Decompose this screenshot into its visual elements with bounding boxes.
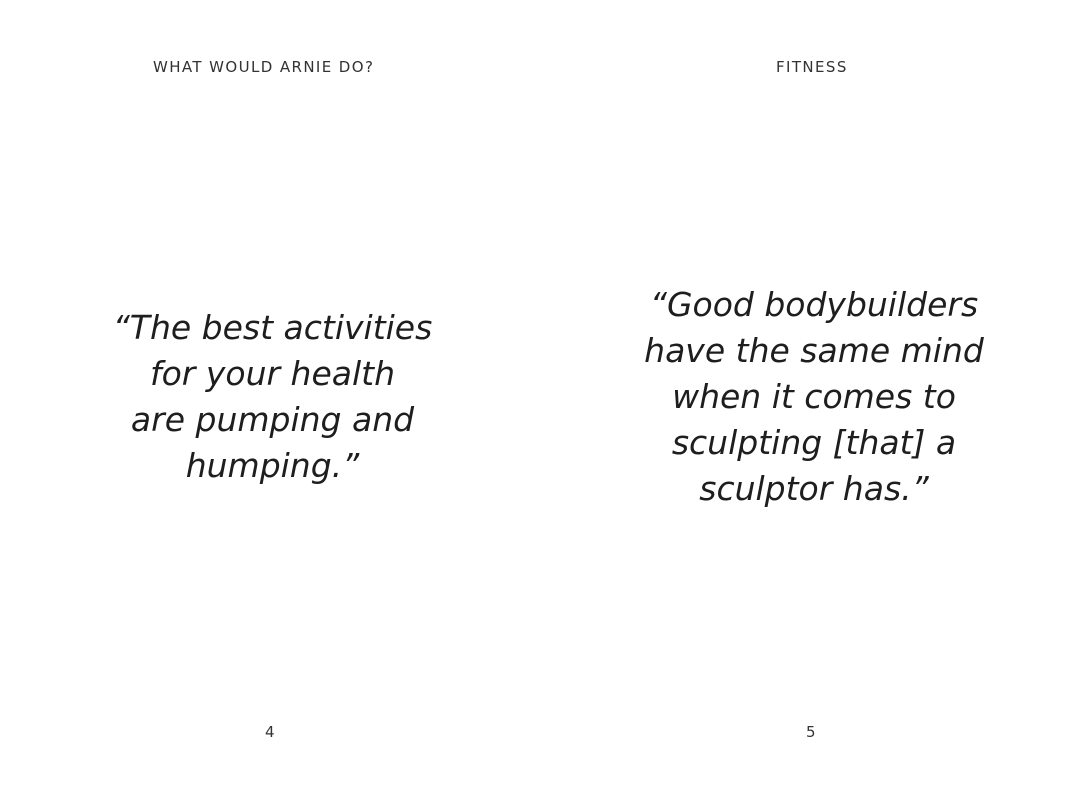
right-page-number: 5 bbox=[806, 723, 816, 741]
left-page-number: 4 bbox=[265, 723, 275, 741]
right-page bbox=[541, 0, 1082, 800]
book-title-running-head: WHAT WOULD ARNIE DO? bbox=[153, 58, 375, 76]
left-quote: “The best activities for your health are pumping and humping.” bbox=[112, 308, 433, 485]
right-quote: “Good bodybuilders have the same mind when it comes to sculpting [that] a sculptor has.” bbox=[644, 285, 984, 508]
chapter-running-head: FITNESS bbox=[776, 58, 848, 76]
